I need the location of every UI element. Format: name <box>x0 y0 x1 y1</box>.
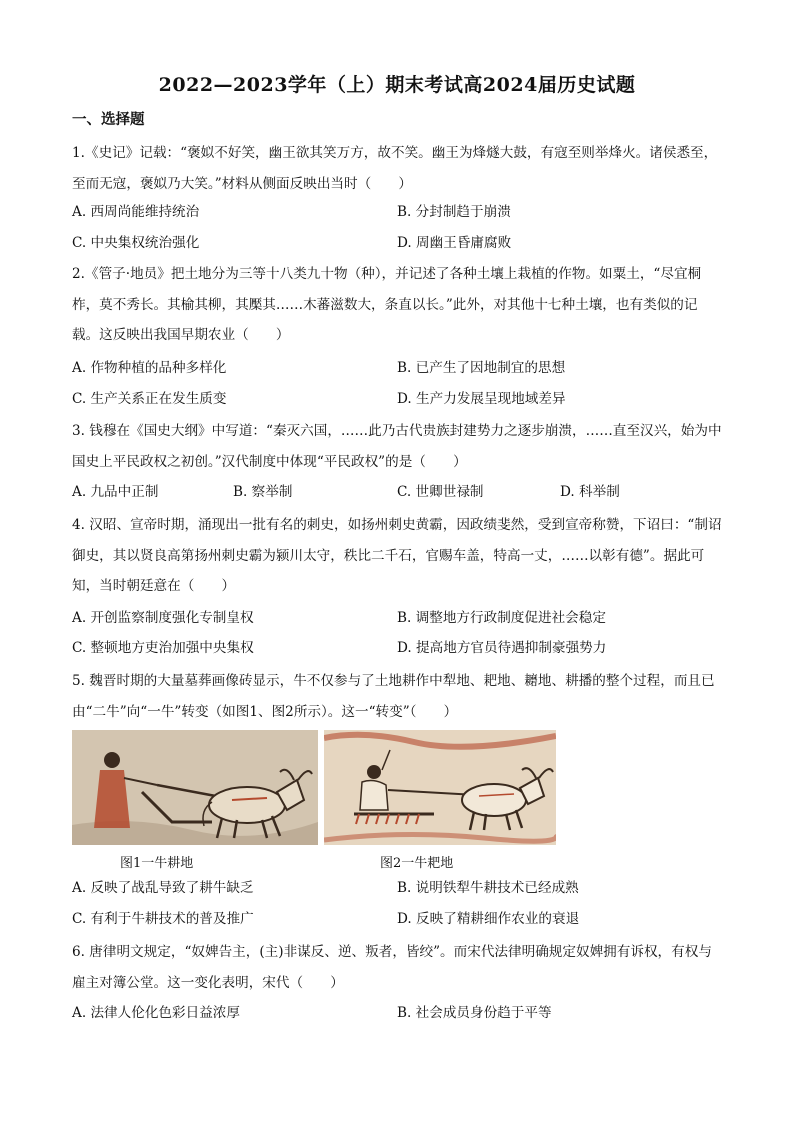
q4-option-a: A. 开创监察制度强化专制皇权 <box>72 610 254 626</box>
q3-option-d: D. 科举制 <box>560 484 620 500</box>
question-5-stem: 5. 魏晋时期的大量墓葬画像砖显示，牛不仅参与了土地耕作中犁地、耙地、耱地、耕播的整个过程，而且已由“二牛”向“一牛”转变（如图1、图2所示）。这一“转变”（ ） <box>72 673 715 720</box>
q3-option-c: C. 世卿世禄制 <box>397 484 484 500</box>
figure-1-caption: 图1一牛耕地 <box>120 856 194 871</box>
q2-option-d: D. 生产力发展呈现地域差异 <box>397 391 566 407</box>
question-4-stem: 4. 汉昭、宣帝时期，涌现出一批有名的刺史，如扬州刺史黄霸，因政绩斐然，受到宣帝称赞，下诏曰：“制诏御史，其以贤良高第扬州刺史霸为颍川太守，秩比二千石，官赐车盖，特高一丈，……以彰有德”。据此可知，当时朝廷意在（ ） <box>72 517 722 594</box>
question-2-stem: 2.《管子·地员》把土地分为三等十八类九十物（种），并记述了各种土壤上栽植的作物。如粟土，“尽宜桐柞，莫不秀长。其榆其柳，其檿其……木蕃滋数大，条直以长。”此外，对其他十七种土壤，也有类似的记载。这反映出我国早期农业（ ） <box>72 266 702 343</box>
q5-option-c: C. 有利于牛耕技术的普及推广 <box>72 911 254 927</box>
q1-option-b: B. 分封制趋于崩溃 <box>397 204 511 220</box>
q2-option-b: B. 已产生了因地制宜的思想 <box>397 360 566 376</box>
q1-option-a: A. 西周尚能维持统治 <box>72 204 200 220</box>
ox-harrowing-mural-icon <box>324 730 556 845</box>
q6-option-b: B. 社会成员身份趋于平等 <box>397 1005 552 1021</box>
page-title: 2022—2023学年（上）期末考试高2024届历史试题 <box>158 74 636 96</box>
question-1-stem: 1.《史记》记载：“褒姒不好笑，幽王欲其笑万方，故不笑。幽王为烽燧大鼓，有寇至则举烽火。诸侯悉至，至而无寇，褒姒乃大笑。”材料从侧面反映出当时（ ） <box>72 145 718 192</box>
question-3-stem: 3. 钱穆在《国史大纲》中写道：“秦灭六国，……此乃古代贵族封建势力之逐步崩溃，……直至汉兴，始为中国史上平民政权之初创。”汉代制度中体现“平民政权”的是（ ） <box>72 423 722 470</box>
q2-option-c: C. 生产关系正在发生质变 <box>72 391 227 407</box>
figure-row <box>72 730 556 845</box>
q3-option-b: B. 察举制 <box>233 484 293 500</box>
q5-option-b: B. 说明铁犁牛耕技术已经成熟 <box>397 880 579 896</box>
q5-option-a: A. 反映了战乱导致了耕牛缺乏 <box>72 880 254 896</box>
q1-option-c: C. 中央集权统治强化 <box>72 235 200 251</box>
q4-option-b: B. 调整地方行政制度促进社会稳定 <box>397 610 606 626</box>
ox-plowing-mural-icon <box>72 730 318 845</box>
q5-option-d: D. 反映了精耕细作农业的衰退 <box>397 911 580 927</box>
q1-option-d: D. 周幽王昏庸腐败 <box>397 235 512 251</box>
section-heading: 一、选择题 <box>72 111 145 128</box>
q6-option-a: A. 法律人伦化色彩日益浓厚 <box>72 1005 240 1021</box>
q2-option-a: A. 作物种植的品种多样化 <box>72 360 227 376</box>
figure-2-caption: 图2一牛耙地 <box>380 856 454 871</box>
question-6-stem: 6. 唐律明文规定，“奴婢告主，(主)非谋反、逆、叛者，皆绞”。而宋代法律明确规定奴婢拥有诉权，有权与雇主对簿公堂。这一变化表明，宋代（ ） <box>72 944 712 991</box>
q4-option-d: D. 提高地方官员待遇抑制豪强势力 <box>397 640 607 656</box>
q4-option-c: C. 整顿地方吏治加强中央集权 <box>72 640 254 656</box>
q3-option-a: A. 九品中正制 <box>72 484 159 500</box>
